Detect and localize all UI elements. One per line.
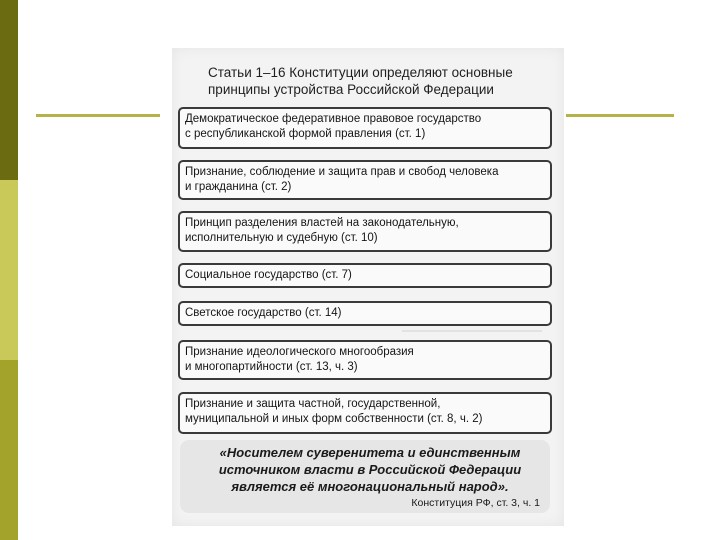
accent-line-right [566, 114, 674, 117]
principle-line: Демократическое федеративное правовое государство [185, 113, 482, 125]
principle-box-democratic-federal [178, 107, 552, 149]
principle-line: Признание идеологического многообразия [185, 346, 414, 358]
principle-line: Принцип разделения властей на законодательную, [185, 217, 459, 229]
principle-line: муниципальной и иных форм собственности (ст. 8, ч. 2) [185, 413, 483, 425]
principle-line: и многопартийности (ст. 13, ч. 3) [185, 361, 358, 373]
quote-line-3: является её многонациональный народ». [231, 479, 509, 494]
bleed-through-line [402, 330, 542, 332]
accent-line-left [36, 114, 160, 117]
principle-box-secular-state [178, 301, 552, 326]
left-stripe-middle [0, 180, 18, 360]
principle-line: Социальное государство (ст. 7) [185, 269, 352, 281]
left-stripe-top [0, 0, 18, 180]
principle-box-human-rights [178, 160, 552, 200]
principle-box-ideological-diversity [178, 340, 552, 380]
principle-box-social-state [178, 263, 552, 288]
quote-source: Конституция РФ, ст. 3, ч. 1 [411, 497, 540, 509]
principle-line: исполнительную и судебную (ст. 10) [185, 232, 378, 244]
principle-line: Признание, соблюдение и защита прав и свобод человека [185, 166, 499, 178]
principle-line: Признание и защита частной, государственной, [185, 398, 441, 410]
diagram-title [208, 64, 544, 98]
quote-line-2: источником власти в Российской Федерации [218, 462, 522, 477]
constitution-quote [204, 444, 536, 495]
principle-line: и гражданина (ст. 2) [185, 181, 292, 193]
principle-box-separation-of-powers [178, 211, 552, 252]
title-line-2: принципы устройства Российской Федерации [208, 82, 494, 97]
quote-line-1: «Носителем суверенитета и единственным [219, 445, 521, 460]
principle-line: Светское государство (ст. 14) [185, 307, 342, 319]
title-line-1: Статьи 1–16 Конституции определяют основные [208, 65, 513, 80]
left-stripe-bottom [0, 360, 18, 540]
principle-box-forms-of-property [178, 392, 552, 434]
principle-line: с республиканской формой правления (ст. 1) [185, 128, 426, 140]
